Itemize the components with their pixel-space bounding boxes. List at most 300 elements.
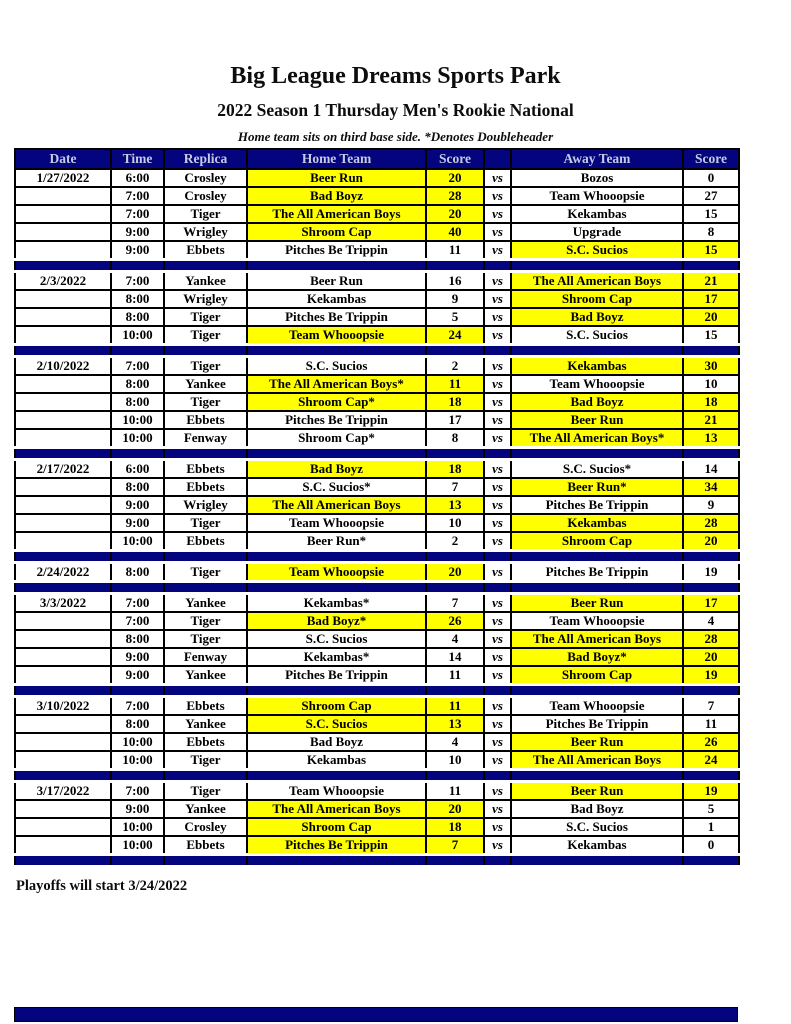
vs-cell: vs	[484, 290, 511, 308]
home-score-cell: 13	[426, 715, 484, 733]
home-team-cell: The All American Boys	[247, 800, 426, 818]
replica-cell: Crosley	[164, 818, 247, 836]
separator-cell	[15, 551, 111, 563]
away-team-cell: Team Whooopsie	[511, 612, 683, 630]
away-score-cell: 15	[683, 241, 739, 260]
away-score-cell: 30	[683, 357, 739, 376]
time-cell: 7:00	[111, 594, 164, 613]
date-cell: 3/3/2022	[15, 594, 111, 613]
away-score-cell: 7	[683, 697, 739, 716]
away-score-cell: 19	[683, 782, 739, 801]
separator-cell	[164, 582, 247, 594]
vs-cell: vs	[484, 836, 511, 855]
date-cell	[15, 411, 111, 429]
separator-cell	[484, 770, 511, 782]
away-team-cell: Bad Boyz*	[511, 648, 683, 666]
home-score-cell: 13	[426, 496, 484, 514]
time-cell: 10:00	[111, 733, 164, 751]
away-score-cell: 21	[683, 272, 739, 291]
separator-cell	[511, 855, 683, 867]
column-header-away-team: Away Team	[511, 149, 683, 169]
separator-cell	[15, 685, 111, 697]
away-score-cell: 19	[683, 563, 739, 582]
away-score-cell: 18	[683, 393, 739, 411]
home-team-cell: The All American Boys	[247, 205, 426, 223]
separator-cell	[15, 345, 111, 357]
separator-cell	[164, 855, 247, 867]
time-cell: 8:00	[111, 715, 164, 733]
time-cell: 8:00	[111, 290, 164, 308]
column-header-home-score: Score	[426, 149, 484, 169]
away-team-cell: Pitches Be Trippin	[511, 563, 683, 582]
vs-cell: vs	[484, 715, 511, 733]
date-cell: 2/3/2022	[15, 272, 111, 291]
away-team-cell: The All American Boys	[511, 630, 683, 648]
home-score-cell: 20	[426, 169, 484, 187]
away-team-cell: Kekambas	[511, 514, 683, 532]
separator-row	[15, 770, 739, 782]
game-row	[15, 782, 739, 801]
home-score-cell: 11	[426, 666, 484, 685]
separator-cell	[426, 582, 484, 594]
away-score-cell: 17	[683, 290, 739, 308]
time-cell: 6:00	[111, 169, 164, 187]
away-team-cell: Pitches Be Trippin	[511, 496, 683, 514]
away-score-cell: 14	[683, 460, 739, 479]
separator-row	[15, 260, 739, 272]
home-score-cell: 20	[426, 563, 484, 582]
home-team-cell: Shroom Cap	[247, 697, 426, 716]
away-team-cell: Shroom Cap	[511, 290, 683, 308]
away-score-cell: 28	[683, 514, 739, 532]
time-cell: 8:00	[111, 393, 164, 411]
vs-cell: vs	[484, 612, 511, 630]
home-score-cell: 28	[426, 187, 484, 205]
separator-cell	[511, 345, 683, 357]
date-cell: 2/17/2022	[15, 460, 111, 479]
separator-cell	[683, 260, 739, 272]
date-cell: 3/10/2022	[15, 697, 111, 716]
replica-cell: Wrigley	[164, 496, 247, 514]
separator-cell	[683, 448, 739, 460]
date-cell	[15, 375, 111, 393]
home-score-cell: 26	[426, 612, 484, 630]
away-score-cell: 1	[683, 818, 739, 836]
home-team-cell: Kekambas	[247, 290, 426, 308]
date-cell: 2/24/2022	[15, 563, 111, 582]
separator-cell	[511, 260, 683, 272]
game-row	[15, 411, 739, 429]
time-cell: 9:00	[111, 800, 164, 818]
game-row	[15, 648, 739, 666]
game-row	[15, 666, 739, 685]
home-team-note: Home team sits on third base side. *Denotes Doubleheader	[237, 129, 554, 144]
home-score-cell: 14	[426, 648, 484, 666]
date-cell	[15, 514, 111, 532]
game-row	[15, 532, 739, 551]
replica-cell: Tiger	[164, 205, 247, 223]
away-score-cell: 28	[683, 630, 739, 648]
time-cell: 10:00	[111, 532, 164, 551]
home-score-cell: 7	[426, 594, 484, 613]
column-header-date: Date	[15, 149, 111, 169]
date-cell	[15, 818, 111, 836]
replica-cell: Tiger	[164, 563, 247, 582]
home-team-cell: Pitches Be Trippin	[247, 308, 426, 326]
separator-cell	[484, 855, 511, 867]
replica-cell: Tiger	[164, 357, 247, 376]
replica-cell: Tiger	[164, 751, 247, 770]
away-team-cell: The All American Boys*	[511, 429, 683, 448]
separator-cell	[426, 551, 484, 563]
home-score-cell: 4	[426, 733, 484, 751]
schedule-table	[14, 148, 740, 868]
date-cell	[15, 496, 111, 514]
vs-cell: vs	[484, 594, 511, 613]
separator-cell	[111, 260, 164, 272]
separator-cell	[164, 448, 247, 460]
season-subtitle: 2022 Season 1 Thursday Men's Rookie National	[217, 100, 574, 120]
away-score-cell: 9	[683, 496, 739, 514]
away-team-cell: S.C. Sucios	[511, 818, 683, 836]
home-score-cell: 8	[426, 429, 484, 448]
vs-cell: vs	[484, 357, 511, 376]
home-score-cell: 2	[426, 532, 484, 551]
separator-cell	[247, 551, 426, 563]
home-team-cell: Shroom Cap	[247, 223, 426, 241]
game-row	[15, 697, 739, 716]
separator-cell	[683, 855, 739, 867]
replica-cell: Ebbets	[164, 241, 247, 260]
time-cell: 7:00	[111, 205, 164, 223]
home-team-cell: Team Whooopsie	[247, 563, 426, 582]
time-cell: 7:00	[111, 697, 164, 716]
home-team-cell: Bad Boyz	[247, 187, 426, 205]
replica-cell: Yankee	[164, 666, 247, 685]
separator-cell	[683, 685, 739, 697]
away-team-cell: Team Whooopsie	[511, 697, 683, 716]
time-cell: 9:00	[111, 666, 164, 685]
game-row	[15, 290, 739, 308]
home-score-cell: 24	[426, 326, 484, 345]
game-row	[15, 308, 739, 326]
home-team-cell: Shroom Cap*	[247, 429, 426, 448]
game-row	[15, 375, 739, 393]
game-row	[15, 187, 739, 205]
column-header-vs	[484, 149, 511, 169]
replica-cell: Crosley	[164, 187, 247, 205]
time-cell: 9:00	[111, 648, 164, 666]
away-score-cell: 21	[683, 411, 739, 429]
date-cell	[15, 532, 111, 551]
separator-cell	[15, 260, 111, 272]
separator-cell	[484, 582, 511, 594]
vs-cell: vs	[484, 782, 511, 801]
away-team-cell: Kekambas	[511, 836, 683, 855]
separator-cell	[111, 448, 164, 460]
away-team-cell: Beer Run	[511, 782, 683, 801]
date-cell	[15, 187, 111, 205]
time-cell: 7:00	[111, 782, 164, 801]
home-score-cell: 18	[426, 393, 484, 411]
home-score-cell: 20	[426, 800, 484, 818]
vs-cell: vs	[484, 223, 511, 241]
vs-cell: vs	[484, 532, 511, 551]
replica-cell: Wrigley	[164, 223, 247, 241]
home-team-cell: The All American Boys*	[247, 375, 426, 393]
vs-cell: vs	[484, 563, 511, 582]
away-team-cell: Bad Boyz	[511, 308, 683, 326]
game-row	[15, 818, 739, 836]
time-cell: 7:00	[111, 272, 164, 291]
vs-cell: vs	[484, 733, 511, 751]
time-cell: 10:00	[111, 411, 164, 429]
date-cell	[15, 715, 111, 733]
separator-cell	[511, 685, 683, 697]
home-team-cell: Pitches Be Trippin	[247, 836, 426, 855]
vs-cell: vs	[484, 169, 511, 187]
separator-cell	[15, 582, 111, 594]
game-row	[15, 272, 739, 291]
away-score-cell: 13	[683, 429, 739, 448]
home-score-cell: 10	[426, 751, 484, 770]
separator-cell	[683, 770, 739, 782]
away-score-cell: 20	[683, 648, 739, 666]
vs-cell: vs	[484, 800, 511, 818]
time-cell: 8:00	[111, 308, 164, 326]
home-team-cell: Bad Boyz*	[247, 612, 426, 630]
vs-cell: vs	[484, 460, 511, 479]
away-score-cell: 0	[683, 169, 739, 187]
separator-cell	[247, 345, 426, 357]
vs-cell: vs	[484, 411, 511, 429]
separator-cell	[484, 260, 511, 272]
separator-cell	[484, 448, 511, 460]
time-cell: 8:00	[111, 630, 164, 648]
away-score-cell: 34	[683, 478, 739, 496]
time-cell: 10:00	[111, 818, 164, 836]
date-cell	[15, 308, 111, 326]
time-cell: 8:00	[111, 375, 164, 393]
replica-cell: Tiger	[164, 782, 247, 801]
home-team-cell: S.C. Sucios	[247, 715, 426, 733]
separator-cell	[484, 345, 511, 357]
home-team-cell: Beer Run*	[247, 532, 426, 551]
home-team-cell: The All American Boys	[247, 496, 426, 514]
away-team-cell: Bad Boyz	[511, 393, 683, 411]
time-cell: 8:00	[111, 478, 164, 496]
replica-cell: Ebbets	[164, 411, 247, 429]
separator-cell	[164, 770, 247, 782]
home-team-cell: S.C. Sucios	[247, 630, 426, 648]
home-score-cell: 4	[426, 630, 484, 648]
away-team-cell: Beer Run	[511, 733, 683, 751]
game-row	[15, 241, 739, 260]
vs-cell: vs	[484, 429, 511, 448]
away-score-cell: 0	[683, 836, 739, 855]
separator-cell	[247, 260, 426, 272]
away-team-cell: Beer Run*	[511, 478, 683, 496]
game-row	[15, 496, 739, 514]
date-cell: 2/10/2022	[15, 357, 111, 376]
away-team-cell: Beer Run	[511, 594, 683, 613]
vs-cell: vs	[484, 666, 511, 685]
time-cell: 7:00	[111, 187, 164, 205]
away-score-cell: 11	[683, 715, 739, 733]
date-cell	[15, 241, 111, 260]
home-score-cell: 20	[426, 205, 484, 223]
date-cell: 1/27/2022	[15, 169, 111, 187]
vs-cell: vs	[484, 478, 511, 496]
game-row	[15, 326, 739, 345]
home-team-cell: Pitches Be Trippin	[247, 241, 426, 260]
separator-cell	[426, 345, 484, 357]
vs-cell: vs	[484, 272, 511, 291]
date-cell	[15, 478, 111, 496]
vs-cell: vs	[484, 514, 511, 532]
away-score-cell: 8	[683, 223, 739, 241]
bottom-separator-bar	[14, 1007, 738, 1022]
game-row	[15, 733, 739, 751]
separator-row	[15, 448, 739, 460]
replica-cell: Ebbets	[164, 478, 247, 496]
replica-cell: Ebbets	[164, 460, 247, 479]
separator-cell	[511, 582, 683, 594]
date-cell	[15, 836, 111, 855]
separator-cell	[426, 448, 484, 460]
separator-cell	[111, 685, 164, 697]
separator-cell	[15, 770, 111, 782]
column-header-away-score: Score	[683, 149, 739, 169]
date-cell: 3/17/2022	[15, 782, 111, 801]
time-cell: 10:00	[111, 429, 164, 448]
replica-cell: Ebbets	[164, 733, 247, 751]
date-cell	[15, 666, 111, 685]
separator-cell	[683, 582, 739, 594]
separator-cell	[111, 770, 164, 782]
home-score-cell: 40	[426, 223, 484, 241]
game-row	[15, 478, 739, 496]
vs-cell: vs	[484, 308, 511, 326]
away-score-cell: 24	[683, 751, 739, 770]
home-team-cell: Pitches Be Trippin	[247, 666, 426, 685]
home-score-cell: 7	[426, 836, 484, 855]
home-team-cell: Beer Run	[247, 169, 426, 187]
separator-cell	[164, 345, 247, 357]
away-score-cell: 5	[683, 800, 739, 818]
home-team-cell: Kekambas	[247, 751, 426, 770]
time-cell: 7:00	[111, 357, 164, 376]
separator-cell	[247, 582, 426, 594]
header-row	[15, 149, 739, 169]
home-team-cell: Kekambas*	[247, 594, 426, 613]
game-row	[15, 630, 739, 648]
home-team-cell: Team Whooopsie	[247, 326, 426, 345]
vs-cell: vs	[484, 751, 511, 770]
date-cell	[15, 612, 111, 630]
away-score-cell: 20	[683, 532, 739, 551]
replica-cell: Tiger	[164, 514, 247, 532]
column-header-replica: Replica	[164, 149, 247, 169]
replica-cell: Yankee	[164, 800, 247, 818]
away-team-cell: Bozos	[511, 169, 683, 187]
game-row	[15, 393, 739, 411]
time-cell: 9:00	[111, 223, 164, 241]
away-team-cell: The All American Boys	[511, 272, 683, 291]
separator-row	[15, 685, 739, 697]
date-cell	[15, 429, 111, 448]
game-row	[15, 357, 739, 376]
home-score-cell: 7	[426, 478, 484, 496]
replica-cell: Tiger	[164, 326, 247, 345]
replica-cell: Yankee	[164, 272, 247, 291]
vs-cell: vs	[484, 697, 511, 716]
home-score-cell: 5	[426, 308, 484, 326]
replica-cell: Tiger	[164, 612, 247, 630]
away-team-cell: Pitches Be Trippin	[511, 715, 683, 733]
away-team-cell: Shroom Cap	[511, 532, 683, 551]
away-score-cell: 17	[683, 594, 739, 613]
time-cell: 10:00	[111, 326, 164, 345]
date-cell	[15, 630, 111, 648]
vs-cell: vs	[484, 818, 511, 836]
separator-cell	[426, 260, 484, 272]
game-row	[15, 429, 739, 448]
home-team-cell: Bad Boyz	[247, 460, 426, 479]
vs-cell: vs	[484, 187, 511, 205]
replica-cell: Yankee	[164, 375, 247, 393]
vs-cell: vs	[484, 326, 511, 345]
separator-cell	[164, 685, 247, 697]
date-cell	[15, 751, 111, 770]
replica-cell: Yankee	[164, 715, 247, 733]
home-team-cell: S.C. Sucios*	[247, 478, 426, 496]
away-team-cell: Upgrade	[511, 223, 683, 241]
home-team-cell: Kekambas*	[247, 648, 426, 666]
time-cell: 8:00	[111, 563, 164, 582]
game-row	[15, 514, 739, 532]
time-cell: 7:00	[111, 612, 164, 630]
time-cell: 9:00	[111, 514, 164, 532]
separator-cell	[484, 685, 511, 697]
away-team-cell: S.C. Sucios*	[511, 460, 683, 479]
home-team-cell: Team Whooopsie	[247, 514, 426, 532]
time-cell: 6:00	[111, 460, 164, 479]
separator-cell	[111, 855, 164, 867]
separator-cell	[164, 551, 247, 563]
replica-cell: Ebbets	[164, 532, 247, 551]
game-row	[15, 563, 739, 582]
separator-row	[15, 551, 739, 563]
separator-cell	[164, 260, 247, 272]
game-row	[15, 460, 739, 479]
game-row	[15, 594, 739, 613]
separator-cell	[111, 551, 164, 563]
replica-cell: Yankee	[164, 594, 247, 613]
separator-cell	[426, 685, 484, 697]
home-score-cell: 9	[426, 290, 484, 308]
home-team-cell: Beer Run	[247, 272, 426, 291]
home-team-cell: Shroom Cap*	[247, 393, 426, 411]
away-score-cell: 10	[683, 375, 739, 393]
time-cell: 9:00	[111, 496, 164, 514]
separator-cell	[247, 685, 426, 697]
separator-cell	[111, 345, 164, 357]
away-team-cell: The All American Boys	[511, 751, 683, 770]
column-header-time: Time	[111, 149, 164, 169]
date-cell	[15, 290, 111, 308]
separator-cell	[426, 770, 484, 782]
